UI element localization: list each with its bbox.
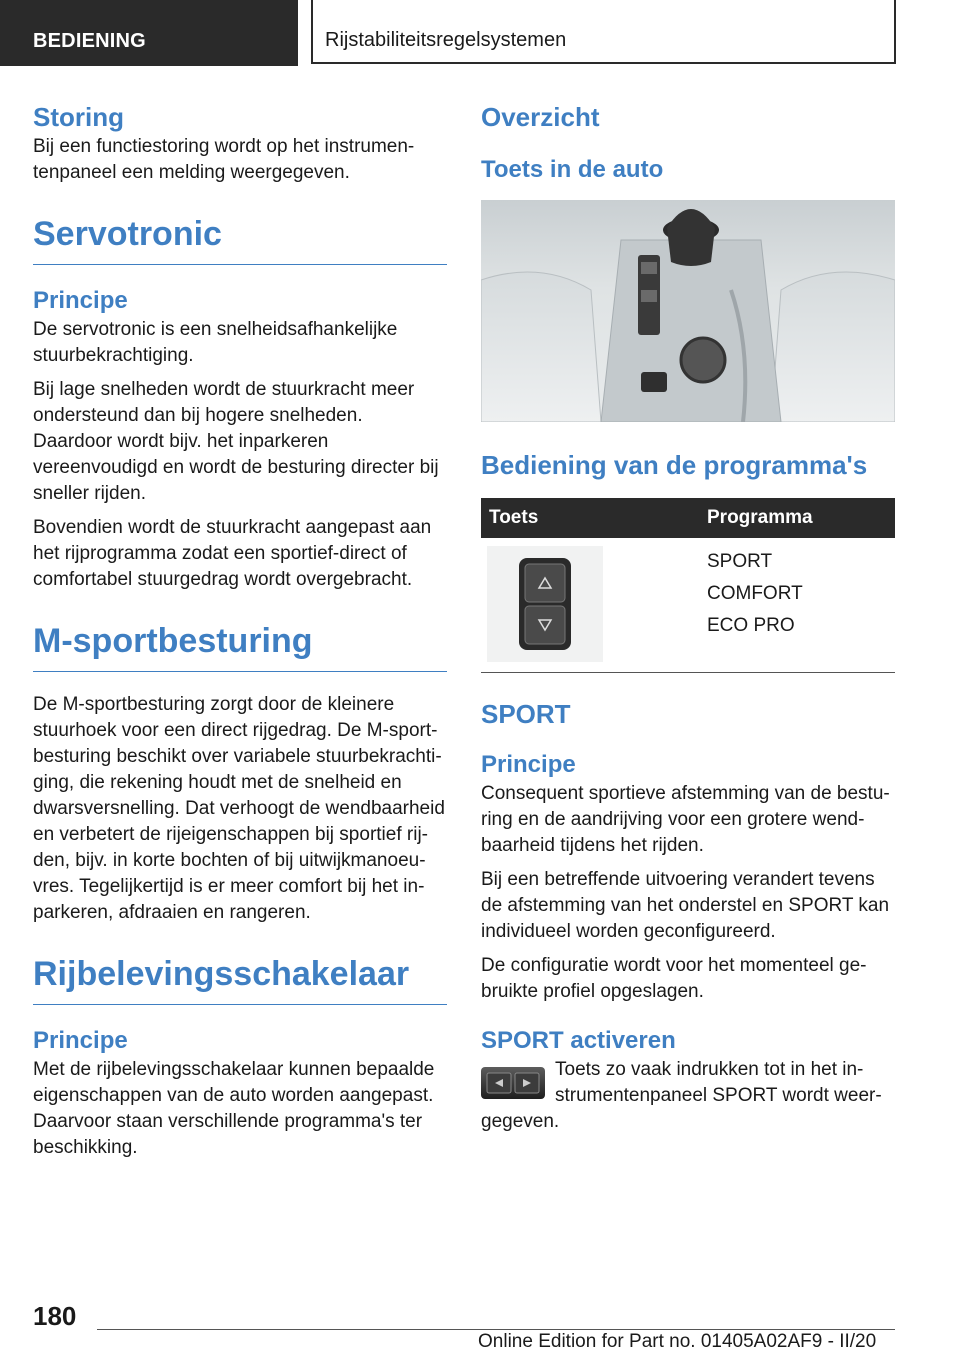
table-header-programma: Programma <box>689 498 895 538</box>
program-ecopro: ECO PRO <box>707 615 795 636</box>
servotronic-paragraph-3: Bovendien wordt de stuurkracht aangepast aan het rijprogramma zodat een sportief-direct of comfortabel stuurgedrag wordt overgebracht. <box>33 517 432 590</box>
sport-activeren-text: Toets zo vaak indrukken tot in het in-strumentenpaneel SPORT wordt weer-gegeven. <box>481 1059 882 1132</box>
left-column <box>33 100 447 1161</box>
sport-activeren-block <box>481 1057 895 1135</box>
sport-heading: SPORT <box>481 699 571 729</box>
program-table <box>481 498 895 673</box>
mode-switch-image <box>487 546 603 662</box>
servotronic-paragraph-2: Bij lage snelheden wordt de stuurkracht meer ondersteund dan bij hogere snelheden. Daardoor wordt bijv. het inparkeren vereenvoudigd en wordt de besturing directer bij sneller rijden. <box>33 379 439 504</box>
servotronic-principe-heading: Principe <box>33 287 128 314</box>
right-column <box>481 100 895 1135</box>
program-comfort: COMFORT <box>707 583 803 604</box>
storing-heading: Storing <box>33 102 124 132</box>
msport-heading: M-sportbesturing <box>33 621 447 672</box>
table-header-toets: Toets <box>481 498 689 538</box>
toggle-button-icon <box>481 1067 545 1099</box>
rijbeleving-paragraph: Met de rijbelevingsschakelaar kunnen bepaalde eigenschappen van de auto worden aangepast. Daarvoor staan verschillende programma's ter beschikking. <box>33 1059 435 1158</box>
overzicht-heading: Overzicht <box>481 102 600 132</box>
msport-paragraph: De M-sportbesturing zorgt door de kleinere stuurhoek voor een direct rijgedrag. De M-sport-besturing beschikt over variabele stuurbekrachti-ging, die rekening houdt met de snelheid en dwarsversnelling. Dat verhoogt de wendbaarheid en verbetert de rijeigenschappen bij sportief rij-den, bijv. in korte bochten of bij uitwijkmanoeu-vres. Tegelijkertijd is er meer comfort bij het in-parkeren, afdraaien en rangeren. <box>33 694 445 923</box>
table-row <box>481 538 895 673</box>
mode-switch-icon <box>487 546 603 662</box>
rijbeleving-heading: Rijbelevingsschakelaar <box>33 954 447 1005</box>
page-number: 180 <box>33 1301 77 1331</box>
sport-paragraph-2: Bij een betreffende uitvoering verandert tevens de afstemming van het onderstel en SPORT kan individueel worden geconfigureerd. <box>481 869 890 942</box>
edition-text: Online Edition for Part no. 01405A02AF9 - II/20 <box>478 1331 877 1352</box>
program-sport: SPORT <box>707 551 773 572</box>
sport-principe-heading: Principe <box>481 751 576 778</box>
sport-paragraph-1: Consequent sportieve afstemming van de bestu-ring en de aandrijving voor een grotere wend-baarheid tijdens het rijden. <box>481 783 890 856</box>
center-console-photo <box>481 200 895 422</box>
sport-activeren-heading: SPORT activeren <box>481 1027 676 1054</box>
storing-text: Bij een functiestoring wordt op het instrumen-tenpaneel een melding weergegeven. <box>33 136 415 183</box>
servotronic-heading: Servotronic <box>33 214 447 265</box>
page-header <box>0 0 960 66</box>
center-console-illustration <box>481 200 895 422</box>
toets-heading: Toets in de auto <box>481 156 664 183</box>
chapter-tab: BEDIENING <box>0 0 298 66</box>
rijbeleving-principe-heading: Principe <box>33 1027 128 1054</box>
footer-divider <box>97 1329 895 1330</box>
bediening-heading: Bediening van de programma's <box>481 450 868 480</box>
sport-paragraph-3: De configuratie wordt voor het momenteel ge-bruikte profiel opgeslagen. <box>481 955 867 1002</box>
section-title: Rijstabiliteitsregelsystemen <box>311 0 896 64</box>
servotronic-paragraph-1: De servotronic is een snelheidsafhankelijke stuurbekrachtiging. <box>33 319 398 366</box>
